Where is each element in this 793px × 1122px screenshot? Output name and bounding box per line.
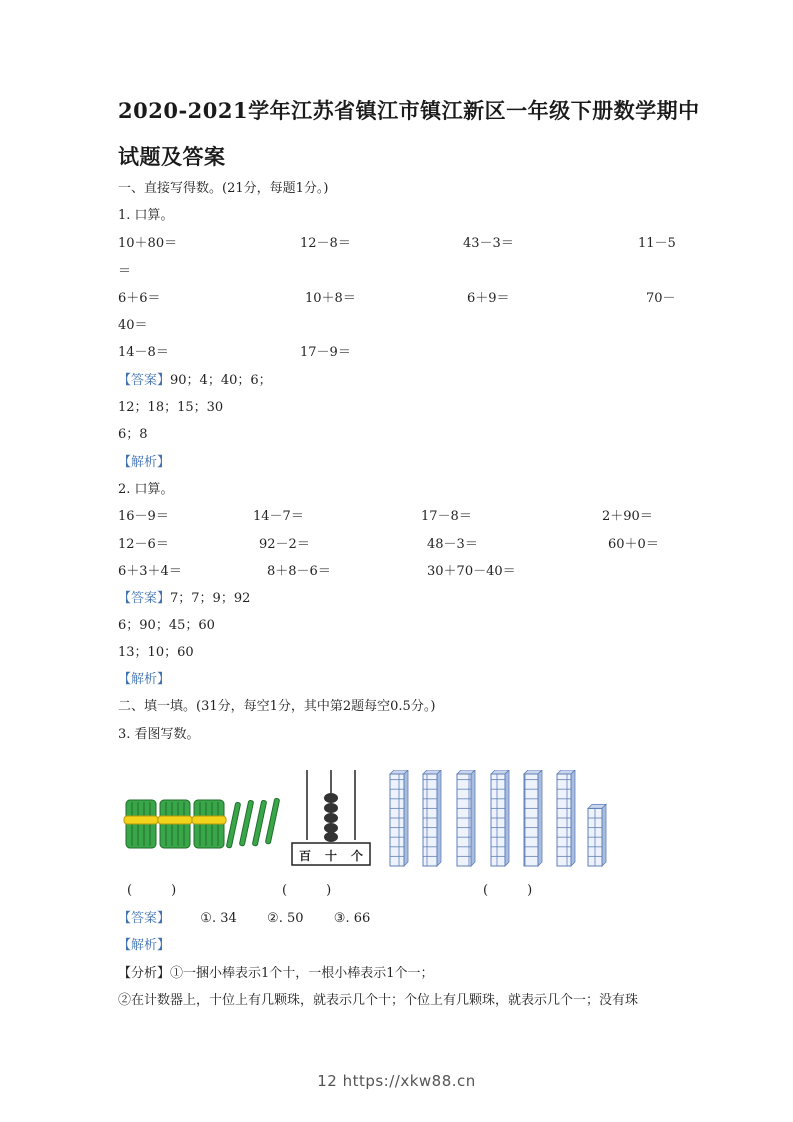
q2-item: 30＋70－40＝ <box>427 564 516 579</box>
fenxi-tag: 【分析】 <box>118 966 171 981</box>
base-ten-blocks-figure <box>385 770 615 870</box>
q2-label: 2. 口算。 <box>118 482 174 497</box>
answer-blank-1[interactable]: ( ) <box>127 883 177 898</box>
section-1-heading: 一、直接写得数。(21分，每题1分。) <box>118 181 329 196</box>
answer-text: ①. 34 <box>200 911 237 926</box>
single-stick <box>252 800 266 846</box>
q2-item: 16－9＝ <box>118 509 169 524</box>
abacus-label-ones: 个 <box>350 849 363 863</box>
q1-answer-line: 12；18；15；30 <box>118 400 224 415</box>
abacus-bead <box>324 803 338 813</box>
q2-item: 60＋0＝ <box>608 537 659 552</box>
answer-tag: 【答案】 <box>118 591 171 606</box>
q3-fenxi-line-1 <box>118 966 434 982</box>
single-stick <box>239 800 253 846</box>
ten-rod <box>423 770 441 866</box>
stick-bundle <box>192 800 226 848</box>
abacus-labels <box>292 847 370 864</box>
answer-blank-2[interactable]: ( ) <box>282 883 332 898</box>
ten-rod <box>557 770 575 866</box>
q2-item: 92－2＝ <box>259 537 310 552</box>
abacus-figure <box>290 768 372 868</box>
page-title-line-2: 试题及答案 <box>118 144 226 169</box>
abacus-bead <box>324 823 338 833</box>
q1-item-wrap: ＝ <box>118 264 132 279</box>
page-title-line-1: 2020-2021学年江苏省镇江市镇江新区一年级下册数学期中 <box>118 98 700 123</box>
q2-answer <box>118 591 250 607</box>
single-stick <box>265 798 279 844</box>
q3-label: 3. 看图写数。 <box>118 727 200 742</box>
abacus-bead <box>324 813 338 823</box>
q1-item: 10＋80＝ <box>118 236 178 251</box>
q1-item: 6＋9＝ <box>467 291 510 306</box>
q1-label: 1. 口算。 <box>118 208 174 223</box>
answer-text: 90；4；40；6； <box>170 373 272 388</box>
q2-item: 12－6＝ <box>118 537 169 552</box>
q2-answer-line: 13；10；60 <box>118 645 194 660</box>
q2-item: 48－3＝ <box>427 537 478 552</box>
fenxi-text: ①一捆小棒表示1个十，一根小棒表示1个一； <box>170 966 434 981</box>
ten-rod <box>524 770 542 866</box>
stick-bundle <box>158 800 192 848</box>
q1-item: 43－3＝ <box>463 236 514 251</box>
abacus-bead <box>324 832 338 842</box>
unit-cubes <box>588 804 606 866</box>
q1-item: 6＋6＝ <box>118 291 161 306</box>
q1-item: 12－8＝ <box>300 236 351 251</box>
answer-text: 7；7；9；92 <box>170 591 251 606</box>
page-footer: 12 https://xkw88.cn <box>317 1072 476 1090</box>
abacus-label-tens: 十 <box>324 849 337 863</box>
q1-answer <box>118 373 272 389</box>
q1-item-wrap: 40＝ <box>118 318 148 333</box>
q2-answer-line: 6；90；45；60 <box>118 618 215 633</box>
ten-rod <box>457 770 475 866</box>
answer-blank-3[interactable]: ( ) <box>483 883 533 898</box>
q2-item: 17－8＝ <box>421 509 472 524</box>
q1-analysis-tag: 【解析】 <box>118 455 171 470</box>
q1-answer-line: 6；8 <box>118 427 148 442</box>
abacus-bead <box>324 793 338 803</box>
answer-text: ②. 50 <box>267 911 304 926</box>
q1-item: 17－9＝ <box>300 345 351 360</box>
q1-item: 14－8＝ <box>118 345 169 360</box>
q2-item: 2＋90＝ <box>602 509 653 524</box>
q3-fenxi-line-2: ②在计数器上，十位上有几颗珠，就表示几个十；个位上有几颗珠，就表示几个一；没有珠 <box>118 993 639 1008</box>
stick-bundles-figure <box>120 790 290 852</box>
q1-item: 10＋8＝ <box>305 291 356 306</box>
ten-rod <box>491 770 509 866</box>
q2-analysis-tag: 【解析】 <box>118 672 171 687</box>
q3-answer <box>118 911 370 927</box>
q2-item: 8＋8－6＝ <box>267 564 331 579</box>
answer-tag: 【答案】 <box>118 911 171 926</box>
q1-item: 11－5 <box>638 236 676 251</box>
single-stick <box>226 802 240 848</box>
q1-item: 70－ <box>646 291 676 306</box>
answer-tag: 【答案】 <box>118 373 171 388</box>
q3-analysis-tag: 【解析】 <box>118 938 171 953</box>
stick-bundle <box>124 800 158 848</box>
abacus-label-hundreds: 百 <box>298 849 311 863</box>
ten-rod <box>390 770 408 866</box>
section-2-heading: 二、填一填。(31分，每空1分，其中第2题每空0.5分。) <box>118 699 436 714</box>
answer-text: ③. 66 <box>333 911 371 926</box>
q2-item: 6＋3＋4＝ <box>118 564 182 579</box>
q2-item: 14－7＝ <box>253 509 304 524</box>
